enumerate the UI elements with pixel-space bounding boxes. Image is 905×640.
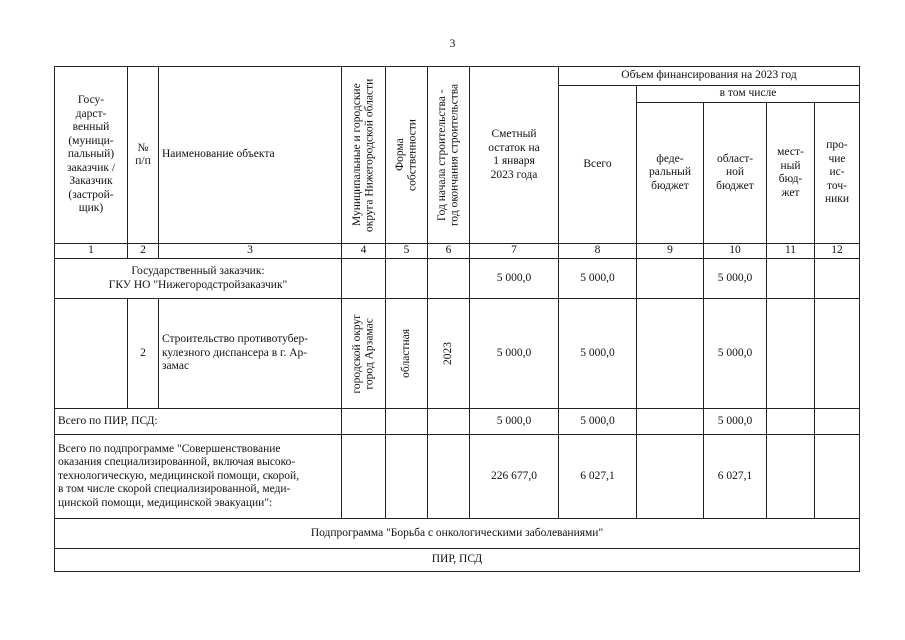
header-total: Всего — [559, 86, 637, 244]
subprogram-heading-row — [55, 519, 860, 549]
header-federal: феде- ральный бюджет — [637, 103, 704, 244]
object-municipality — [342, 299, 386, 409]
col-number: 7 — [470, 244, 559, 259]
object-regional: 5 000,0 — [704, 299, 767, 409]
col-number: 3 — [159, 244, 342, 259]
customer-total: 5 000,0 — [559, 259, 637, 299]
col-number: 11 — [767, 244, 815, 259]
header-customer: Госу- дарст- венный (муници- пальный) заказчик / Заказчик (застрой- щик) — [55, 67, 128, 244]
col-number: 9 — [637, 244, 704, 259]
total-pir-label: Всего по ПИР, ПСД: — [55, 409, 342, 435]
total-pir-estimated-balance: 5 000,0 — [470, 409, 559, 435]
col-number: 1 — [55, 244, 128, 259]
header-local: мест- ный бюд- жет — [767, 103, 815, 244]
page-number: 3 — [449, 38, 456, 50]
object-years-text: 2023 — [442, 342, 455, 365]
column-numbers-row — [55, 244, 860, 259]
object-estimated-balance: 5 000,0 — [470, 299, 559, 409]
customer-row — [55, 259, 860, 299]
customer-regional: 5 000,0 — [704, 259, 767, 299]
object-ownership-text: областная — [400, 329, 413, 378]
header-other: про- чие ис- точ- ники — [815, 103, 860, 244]
header-object-name: Наименование объекта — [159, 67, 342, 244]
total-subprogram-total: 6 027,1 — [559, 435, 637, 519]
customer-estimated-balance: 5 000,0 — [470, 259, 559, 299]
total-subprogram-regional: 6 027,1 — [704, 435, 767, 519]
customer-label: Государственный заказчик: ГКУ НО "Нижегородстройзаказчик" — [55, 259, 342, 299]
col-number: 8 — [559, 244, 637, 259]
header-including: в том числе — [637, 86, 860, 103]
header-number: № п/п — [128, 67, 159, 244]
object-number: 2 — [128, 299, 159, 409]
header-municipality-text: Муниципальные и городские округа Нижегородской области — [351, 78, 376, 232]
col-number: 6 — [428, 244, 470, 259]
object-total: 5 000,0 — [559, 299, 637, 409]
financing-table — [54, 66, 860, 572]
object-municipality-text: городской округ город Арзамас — [351, 313, 376, 394]
total-pir-total: 5 000,0 — [559, 409, 637, 435]
subprogram-heading: Подпрограмма "Борьба с онкологическими заболеваниями" — [55, 519, 860, 549]
col-number: 5 — [386, 244, 428, 259]
header-municipality — [342, 67, 386, 244]
col-number: 12 — [815, 244, 860, 259]
col-number: 4 — [342, 244, 386, 259]
total-pir-regional: 5 000,0 — [704, 409, 767, 435]
header-ownership — [386, 67, 428, 244]
header-funding-title: Объем финансирования на 2023 год — [559, 67, 860, 86]
object-years — [428, 299, 470, 409]
col-number: 10 — [704, 244, 767, 259]
total-subprogram-estimated-balance: 226 677,0 — [470, 435, 559, 519]
header-ownership-text: Форма собственности — [394, 119, 419, 191]
header-regional: област- ной бюджет — [704, 103, 767, 244]
object-ownership — [386, 299, 428, 409]
total-subprogram-row — [55, 435, 860, 519]
object-row — [55, 299, 860, 409]
object-name: Строительство противотубер- кулезного диспансера в г. Ар- замас — [159, 299, 342, 409]
pir-heading: ПИР, ПСД — [55, 549, 860, 572]
pir-heading-row — [55, 549, 860, 572]
total-pir-row — [55, 409, 860, 435]
header-years — [428, 67, 470, 244]
col-number: 2 — [128, 244, 159, 259]
header-years-text: Год начала строительства - год окончания строительства — [436, 83, 461, 227]
total-subprogram-label: Всего по подпрограмме "Совершенствование оказания специализированной, включая высоко- технологическую, медицинской помощи, скорой, в том числе скорой специализированной, меди- цинской помощи, медицинской эвакуации": — [55, 435, 342, 519]
header-estimated-balance: Сметный остаток на 1 января 2023 года — [470, 67, 559, 244]
